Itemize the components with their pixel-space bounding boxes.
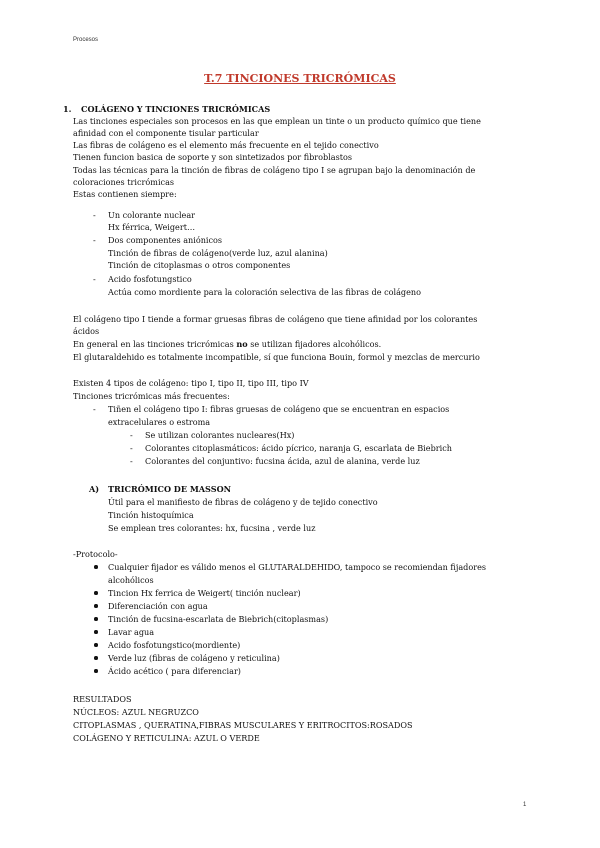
fixative-line: En general en las tinciones tricrómicas no se utilizan fijadores alcohólicos.	[73, 339, 382, 349]
sub-list-item: Colorantes citoplasmáticos: ácido pícrico, naranja G, escarlata de Biebrich	[145, 443, 452, 453]
protocol-step: Ácido acético ( para diferenciar)	[108, 666, 241, 676]
bullet-dot	[94, 604, 98, 608]
paragraph-line: ácidos	[73, 326, 100, 336]
sub-list-item: Se utilizan colorantes nucleares(Hx)	[145, 430, 295, 440]
protocol-step: Verde luz (fibras de colágeno y reticulina)	[108, 653, 280, 663]
protocol-step: Diferenciación con agua	[108, 601, 208, 611]
section-number: 1.	[63, 104, 72, 114]
bullet-dot	[94, 565, 98, 569]
intro-line: Estas contienen siempre:	[73, 189, 177, 199]
results-line: COLÁGENO Y RETICULINA: AZUL O VERDE	[73, 733, 260, 743]
protocol-step: Acido fosfotungstico(mordiente)	[108, 640, 241, 650]
dash-bullet: -	[130, 430, 133, 440]
intro-line: Todas las técnicas para la tinción de fibras de colágeno tipo I se agrupan bajo la denominación de	[73, 165, 476, 175]
intro-line: coloraciones tricrómicas	[73, 177, 175, 187]
protocol-step: Tinción de fucsina-escarlata de Biebrich(citoplasmas)	[108, 614, 329, 624]
list-item-detail: Tinción de citoplasmas o otros componentes	[108, 260, 291, 270]
list-item-detail: Actúa como mordiente para la coloración selectiva de las fibras de colágeno	[108, 287, 421, 297]
list-item: extracelulares o estroma	[108, 417, 211, 427]
masson-line: Tinción histoquímica	[108, 510, 194, 520]
protocol-step: alcohólicos	[108, 575, 154, 585]
results-heading: RESULTADOS	[73, 694, 132, 704]
protocol-label: -Protocolo-	[73, 549, 118, 559]
protocol-step: Tincion Hx ferrica de Weigert( tinción nuclear)	[108, 588, 301, 598]
intro-line: Las fibras de colágeno es el elemento más frecuente en el tejido conectivo	[73, 140, 379, 150]
intro-line: Las tinciones especiales son procesos en las que emplean un tinte o un producto químico que tiene	[73, 116, 481, 126]
bullet-dot	[94, 656, 98, 660]
dash-bullet: -	[93, 404, 96, 414]
dash-bullet: -	[93, 210, 96, 220]
protocol-step: Lavar agua	[108, 627, 155, 637]
protocol-step: Cualquier fijador es válido menos el GLUTARALDEHIDO, tampoco se recomiendan fijadores	[108, 562, 487, 572]
paragraph-line: Existen 4 tipos de colágeno: tipo I, tipo II, tipo III, tipo IV	[73, 378, 309, 388]
paragraph-line: El glutaraldehido es totalmente incompatible, sí que funciona Bouin, formol y mezclas de mercurio	[73, 352, 480, 362]
bullet-dot	[94, 630, 98, 634]
intro-line: Tienen funcion basica de soporte y son sintetizados por fibroblastos	[73, 152, 353, 162]
sub-list-item: Colorantes del conjuntivo: fucsina ácida, azul de alanina, verde luz	[145, 456, 420, 466]
list-item-detail: Tinción de fibras de colágeno(verde luz, azul alanina)	[108, 248, 328, 258]
subsection-letter: A)	[89, 484, 100, 494]
page-title: T.7 TINCIONES TRICRÓMICAS	[204, 72, 396, 85]
list-item: Un colorante nuclear	[108, 210, 196, 220]
results-line: CITOPLASMAS , QUERATINA,FIBRAS MUSCULARES Y ERITROCITOS:ROSADOS	[73, 720, 413, 730]
list-item: Tiñen el colágeno tipo I: fibras gruesas de colágeno que se encuentran en espacios	[108, 404, 450, 414]
list-item: Dos componentes aniónicos	[108, 235, 223, 245]
masson-line: Se emplean tres colorantes: hx, fucsina , verde luz	[108, 523, 316, 533]
masson-line: Útil para el manifiesto de fibras de colágeno y de tejido conectivo	[108, 497, 378, 507]
bullet-dot	[94, 617, 98, 621]
list-item-detail: Hx férrica, Weigert…	[108, 222, 196, 232]
page-header: Procesos	[73, 37, 99, 43]
subsection-heading: TRICRÓMICO DE MASSON	[108, 484, 232, 494]
bullet-dot	[94, 669, 98, 673]
dash-bullet: -	[93, 235, 96, 245]
bullet-dot	[94, 591, 98, 595]
page-number: 1	[523, 802, 527, 808]
dash-bullet: -	[130, 456, 133, 466]
results-line: NÚCLEOS: AZUL NEGRUZCO	[73, 707, 199, 717]
bullet-dot	[94, 643, 98, 647]
section-heading: COLÁGENO Y TINCIONES TRICRÓMICAS	[81, 104, 271, 114]
paragraph-line: El colágeno tipo I tiende a formar gruesas fibras de colágeno que tiene afinidad por los colorantes	[73, 314, 478, 324]
list-item: Acido fosfotungstico	[108, 274, 192, 284]
dash-bullet: -	[93, 274, 96, 284]
dash-bullet: -	[130, 443, 133, 453]
intro-line: afinidad con el componente tisular particular	[73, 128, 259, 138]
paragraph-line: Tinciones tricrómicas más frecuentes:	[73, 391, 230, 401]
